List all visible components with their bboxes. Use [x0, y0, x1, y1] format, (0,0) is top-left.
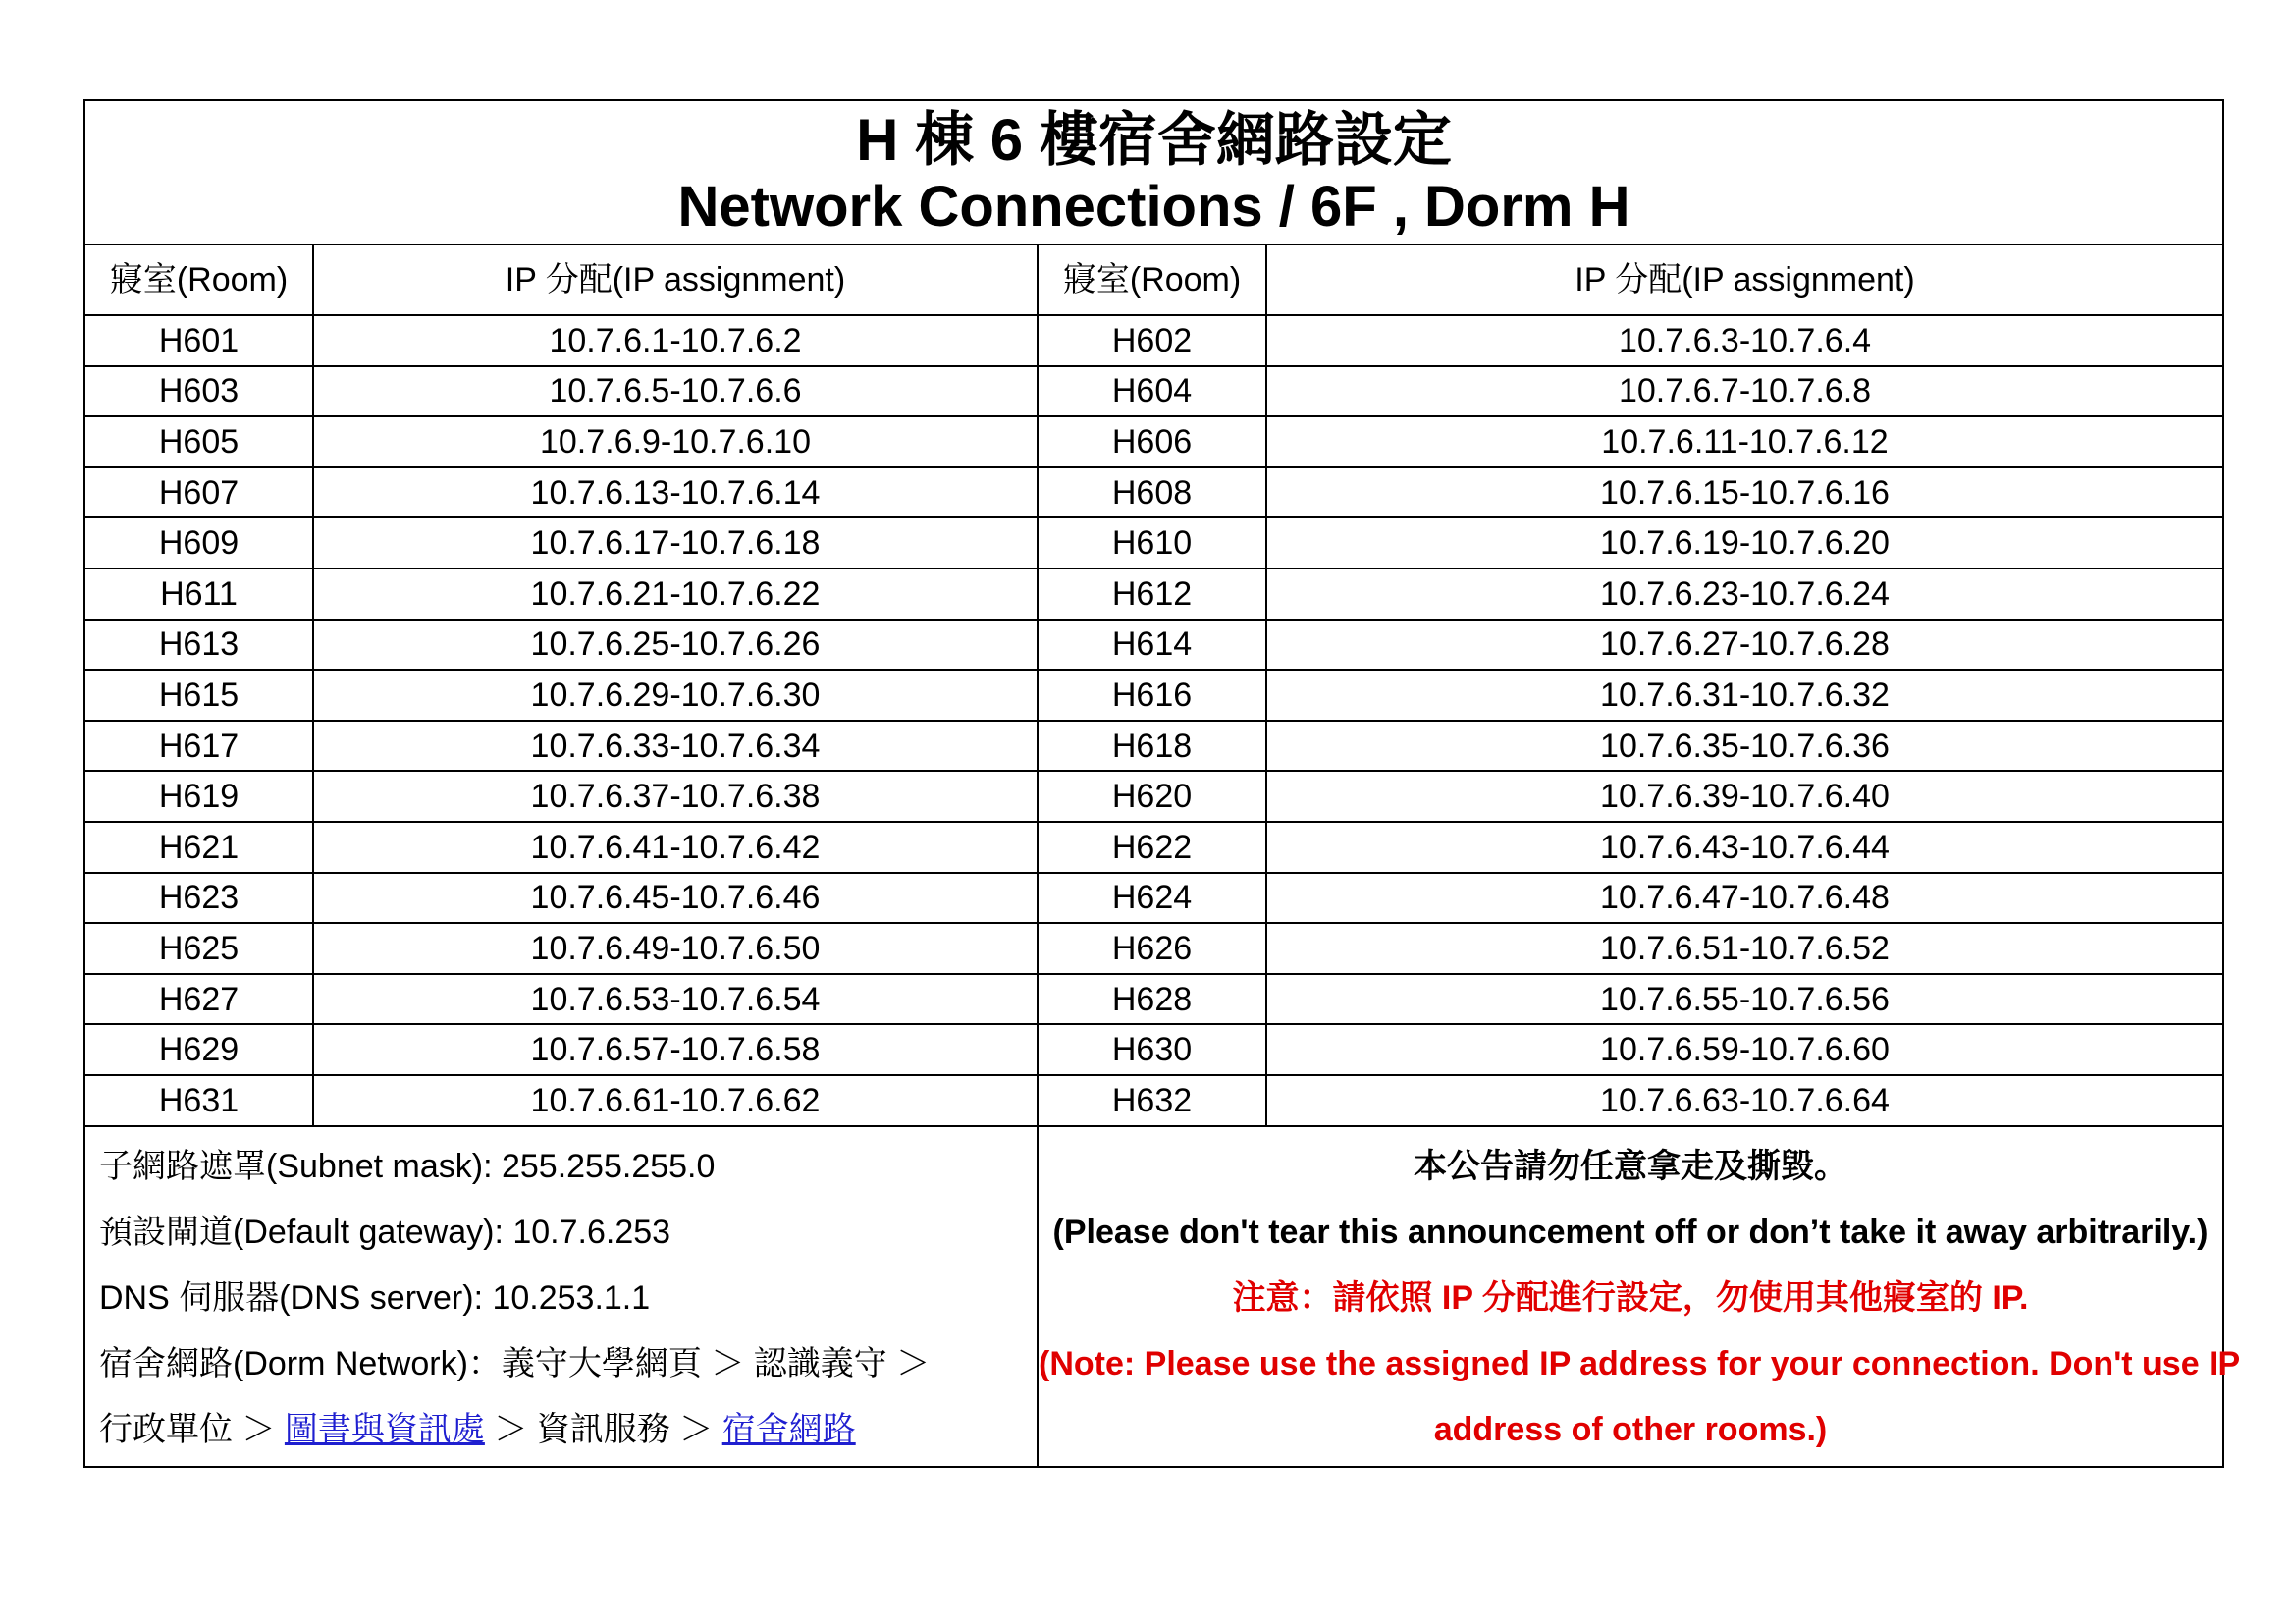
- ip-cell: 10.7.6.41-10.7.6.42: [313, 822, 1038, 873]
- room-cell: H612: [1038, 568, 1266, 620]
- ip-cell: 10.7.6.47-10.7.6.48: [1266, 873, 2223, 924]
- ip-cell: 10.7.6.5-10.7.6.6: [313, 366, 1038, 417]
- note-english-line2: address of other rooms.): [1433, 1410, 1828, 1448]
- room-cell: H604: [1038, 366, 1266, 417]
- room-cell: H619: [84, 771, 313, 822]
- room-cell: H625: [84, 923, 313, 974]
- room-cell: H621: [84, 822, 313, 873]
- dorm-network-link[interactable]: 宿舍網路: [721, 1410, 856, 1448]
- ip-cell: 10.7.6.43-10.7.6.44: [1266, 822, 2223, 873]
- ip-cell: 10.7.6.17-10.7.6.18: [313, 517, 1038, 568]
- header-room-2: 寢室(Room): [1038, 244, 1266, 315]
- room-cell: H610: [1038, 517, 1266, 568]
- room-cell: H632: [1038, 1075, 1266, 1126]
- ip-cell: 10.7.6.63-10.7.6.64: [1266, 1075, 2223, 1126]
- room-cell: H623: [84, 873, 313, 924]
- ip-cell: 10.7.6.13-10.7.6.14: [313, 467, 1038, 518]
- table-row: [84, 1075, 2223, 1126]
- table-row: [84, 620, 2223, 671]
- info-row: [84, 1126, 2223, 1467]
- note-chinese: 注意：請依照 IP 分配進行設定，勿使用其他寢室的 IP.: [1232, 1278, 2029, 1317]
- table-row: [84, 366, 2223, 417]
- room-cell: H622: [1038, 822, 1266, 873]
- ip-cell: 10.7.6.33-10.7.6.34: [313, 721, 1038, 772]
- header-ip-1: IP 分配(IP assignment): [313, 244, 1038, 315]
- ip-cell: 10.7.6.37-10.7.6.38: [313, 771, 1038, 822]
- ip-cell: 10.7.6.21-10.7.6.22: [313, 568, 1038, 620]
- ip-cell: 10.7.6.7-10.7.6.8: [1266, 366, 2223, 417]
- path-mid: ＞ 資訊服務 ＞: [484, 1410, 722, 1448]
- subnet-mask-text: 子網路遮罩(Subnet mask): 255.255.255.0: [99, 1147, 716, 1185]
- ip-cell: 10.7.6.57-10.7.6.58: [313, 1024, 1038, 1075]
- table-row: [84, 923, 2223, 974]
- room-cell: H628: [1038, 974, 1266, 1025]
- table-row: [84, 517, 2223, 568]
- dorm-network-text: 宿舍網路(Dorm Network)：義守大學網頁 ＞ 認識義守 ＞: [99, 1344, 931, 1382]
- table-row: [84, 873, 2223, 924]
- page-title: [84, 100, 2223, 244]
- room-cell: H615: [84, 670, 313, 721]
- path-prefix: 行政單位 ＞: [99, 1410, 285, 1448]
- room-cell: H630: [1038, 1024, 1266, 1075]
- room-cell: H611: [84, 568, 313, 620]
- ip-cell: 10.7.6.45-10.7.6.46: [313, 873, 1038, 924]
- ip-cell: 10.7.6.59-10.7.6.60: [1266, 1024, 2223, 1075]
- table-row: [84, 1024, 2223, 1075]
- library-info-link[interactable]: 圖書與資訊處: [284, 1410, 485, 1448]
- table-row: [84, 670, 2223, 721]
- header-ip-2: IP 分配(IP assignment): [1266, 244, 2223, 315]
- room-cell: H606: [1038, 416, 1266, 467]
- room-cell: H614: [1038, 620, 1266, 671]
- default-gateway-text: 預設閘道(Default gateway): 10.7.6.253: [99, 1213, 671, 1251]
- ip-cell: 10.7.6.15-10.7.6.16: [1266, 467, 2223, 518]
- dns-server-text: DNS 伺服器(DNS server): 10.253.1.1: [99, 1278, 651, 1317]
- notice-chinese: 本公告請勿任意拿走及撕毀。: [1414, 1147, 1847, 1185]
- room-cell: H629: [84, 1024, 313, 1075]
- room-cell: H603: [84, 366, 313, 417]
- table-row: [84, 721, 2223, 772]
- table-row: [84, 568, 2223, 620]
- ip-cell: 10.7.6.25-10.7.6.26: [313, 620, 1038, 671]
- table-row: [84, 315, 2223, 366]
- dorm-network-path: [99, 1400, 1037, 1466]
- header-room-1: 寢室(Room): [84, 244, 313, 315]
- ip-cell: 10.7.6.11-10.7.6.12: [1266, 416, 2223, 467]
- room-cell: H607: [84, 467, 313, 518]
- table-row: [84, 822, 2223, 873]
- table-row: [84, 974, 2223, 1025]
- room-cell: H624: [1038, 873, 1266, 924]
- ip-assignment-table: [83, 99, 2241, 1468]
- ip-cell: 10.7.6.23-10.7.6.24: [1266, 568, 2223, 620]
- title-english: Network Connections / 6F , Dorm H: [677, 174, 1630, 239]
- table-row: [84, 416, 2223, 467]
- note-english-line1: (Note: Please use the assigned IP address for your connection. Don't use IP: [1039, 1344, 2241, 1382]
- ip-cell: 10.7.6.29-10.7.6.30: [313, 670, 1038, 721]
- table-row: [84, 467, 2223, 518]
- room-cell: H601: [84, 315, 313, 366]
- notice-english: (Please don't tear this announcement off or don’t take it away arbitrarily.): [1052, 1213, 2209, 1251]
- ip-cell: 10.7.6.31-10.7.6.32: [1266, 670, 2223, 721]
- ip-cell: 10.7.6.53-10.7.6.54: [313, 974, 1038, 1025]
- room-cell: H613: [84, 620, 313, 671]
- ip-cell: 10.7.6.55-10.7.6.56: [1266, 974, 2223, 1025]
- room-cell: H617: [84, 721, 313, 772]
- room-cell: H602: [1038, 315, 1266, 366]
- room-cell: H618: [1038, 721, 1266, 772]
- ip-cell: 10.7.6.3-10.7.6.4: [1266, 315, 2223, 366]
- ip-cell: 10.7.6.49-10.7.6.50: [313, 923, 1038, 974]
- room-cell: H616: [1038, 670, 1266, 721]
- table-row: [84, 771, 2223, 822]
- room-cell: H620: [1038, 771, 1266, 822]
- ip-cell: 10.7.6.51-10.7.6.52: [1266, 923, 2223, 974]
- title-chinese: H 棟 6 樓宿舍網路設定: [856, 106, 1452, 173]
- room-cell: H626: [1038, 923, 1266, 974]
- notice-cell: [1038, 1126, 2241, 1467]
- network-settings-cell: [84, 1126, 1038, 1467]
- ip-cell: 10.7.6.39-10.7.6.40: [1266, 771, 2223, 822]
- ip-cell: 10.7.6.1-10.7.6.2: [313, 315, 1038, 366]
- room-cell: H605: [84, 416, 313, 467]
- table-header-row: [84, 244, 2223, 315]
- room-cell: H627: [84, 974, 313, 1025]
- ip-cell: 10.7.6.27-10.7.6.28: [1266, 620, 2223, 671]
- room-cell: H609: [84, 517, 313, 568]
- ip-cell: 10.7.6.35-10.7.6.36: [1266, 721, 2223, 772]
- ip-cell: 10.7.6.9-10.7.6.10: [313, 416, 1038, 467]
- ip-cell: 10.7.6.19-10.7.6.20: [1266, 517, 2223, 568]
- ip-cell: 10.7.6.61-10.7.6.62: [313, 1075, 1038, 1126]
- room-cell: H608: [1038, 467, 1266, 518]
- room-cell: H631: [84, 1075, 313, 1126]
